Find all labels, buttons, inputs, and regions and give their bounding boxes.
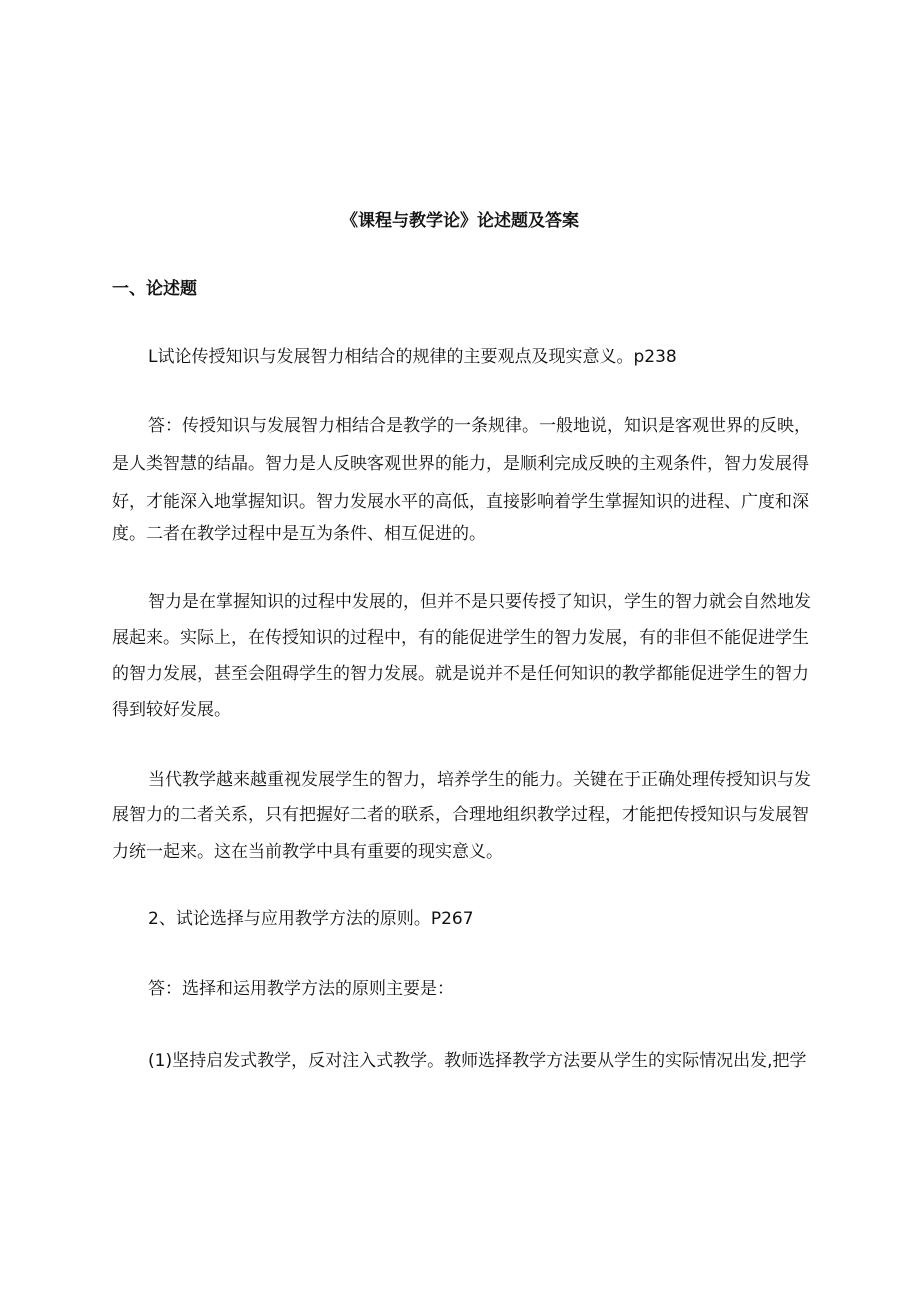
paragraph-2-line: 的智力发展，甚至会阻碍学生的智力发展。就是说并不是任何知识的教学都能促进学生的智力 — [112, 664, 809, 684]
paragraph-2-line: 智力是在掌握知识的过程中发展的，但并不是只要传授了知识，学生的智力就会自然地发 — [148, 592, 811, 612]
answer-1-line: 好，才能深入地掌握知识。智力发展水平的高低，直接影响着学生掌握知识的进程、广度和深 — [112, 492, 809, 512]
document-title: 《课程与教学论》论述题及答案 — [341, 211, 579, 231]
paragraph-2-line: 展起来。实际上，在传授知识的过程中，有的能促进学生的智力发展，有的非但不能促进学生 — [112, 628, 809, 648]
answer-1-line: 是人类智慧的结晶。智力是人反映客观世界的能力，是顺利完成反映的主观条件，智力发展得 — [112, 454, 809, 474]
answer-2-line: 答：选择和运用教学方法的原则主要是： — [148, 979, 454, 999]
paragraph-2-line: 得到较好发展。 — [112, 700, 231, 720]
question-2-line: 2、试论选择与应用教学方法的原则。P267 — [148, 909, 474, 929]
answer-1-line: 度。二者在教学过程中是互为条件、相互促进的。 — [112, 524, 486, 544]
principle-1-line: (1)坚持启发式教学，反对注入式教学。教师选择教学方法要从学生的实际情况出发,把学 — [148, 1051, 807, 1071]
paragraph-3-line: 力统一起来。这在当前教学中具有重要的现实意义。 — [112, 842, 503, 862]
question-1-line: L试论传授知识与发展智力相结合的规律的主要观点及现实意义。p238 — [148, 347, 677, 367]
paragraph-3-line: 当代教学越来越重视发展学生的智力，培养学生的能力。关键在于正确处理传授知识与发 — [148, 770, 811, 790]
paragraph-3-line: 展智力的二者关系，只有把握好二者的联系，合理地组织教学过程，才能把传授知识与发展智 — [112, 805, 809, 825]
section-heading: 一、论述题 — [112, 279, 197, 299]
answer-1-line: 答：传授知识与发展智力相结合是教学的一条规律。一般地说，知识是客观世界的反映， — [148, 416, 811, 436]
